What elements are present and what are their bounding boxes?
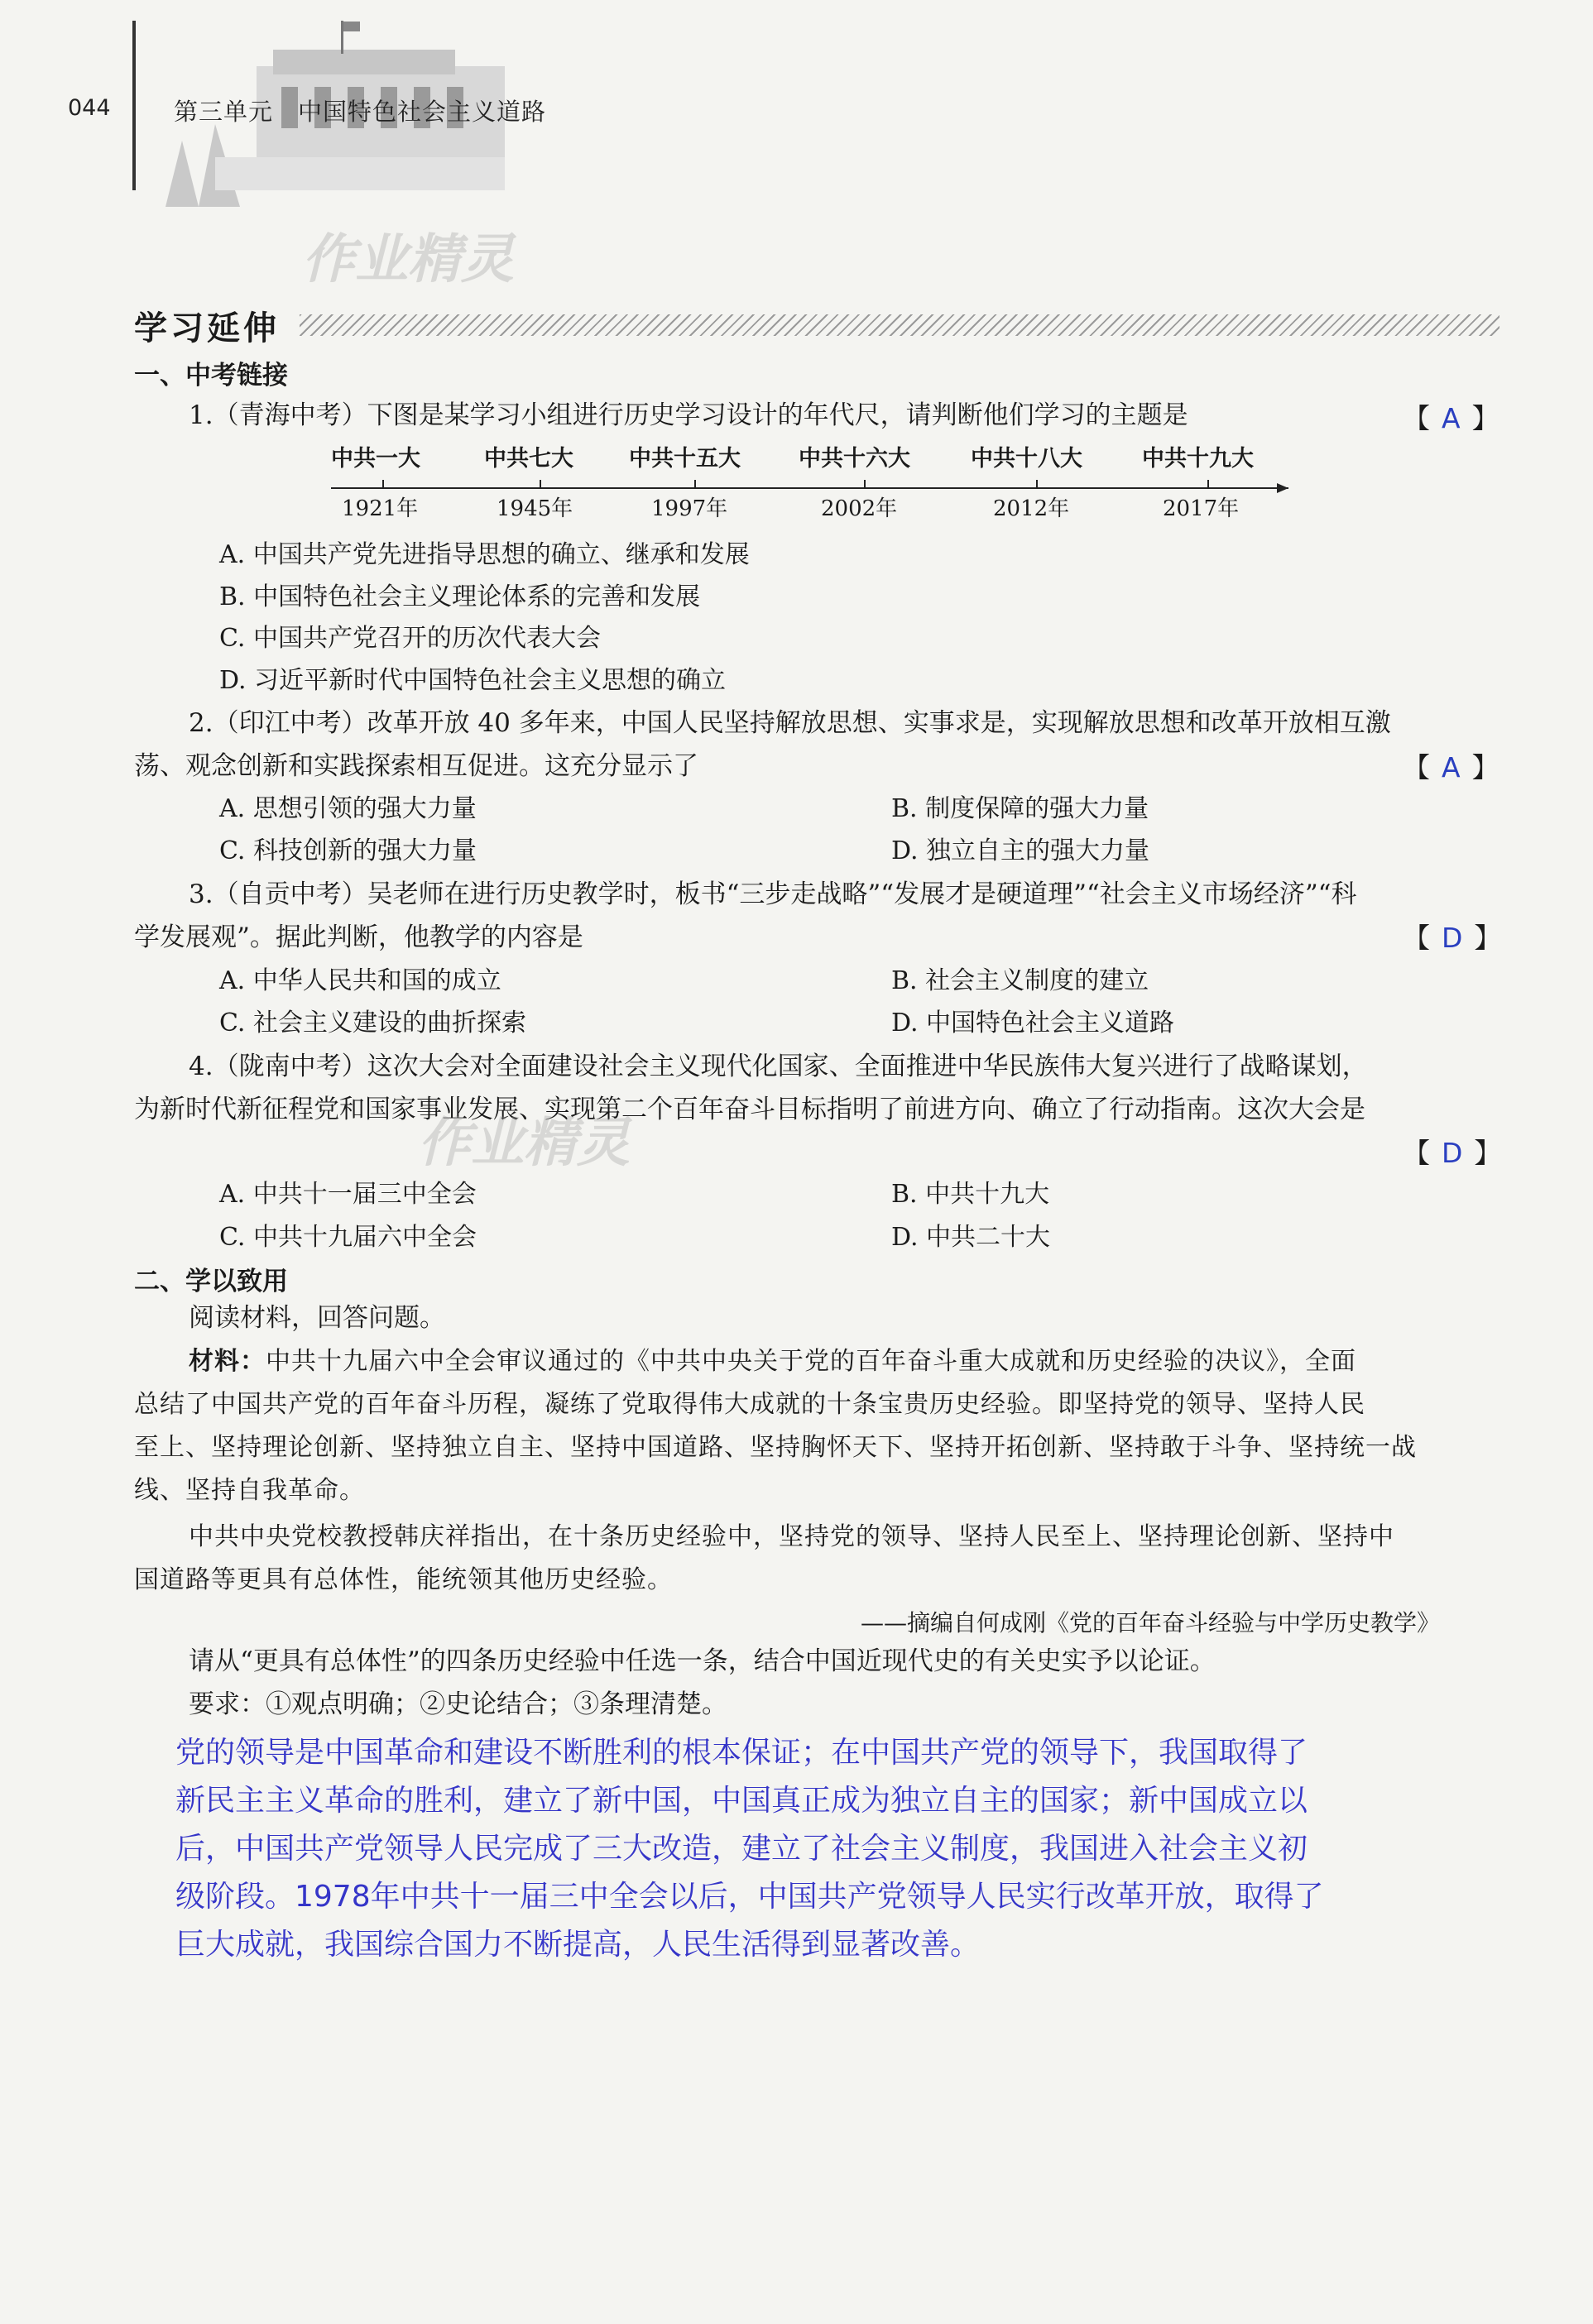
section-title-hatch [300, 314, 1499, 336]
material-line-3: 至上、坚持理论创新、坚持独立自主、坚持中国道路、坚持胸怀天下、坚持开拓创新、坚持敢于斗争、坚持统一战 [134, 1433, 1417, 1462]
part2-task: 请从“更具有总体性”的四条历史经验中任选一条，结合中国近现代史的有关史实予以论证。 [189, 1646, 1216, 1676]
q2-option-d: D. 独立自主的强大力量 [891, 836, 1150, 865]
part2-intro: 阅读材料，回答问题。 [189, 1303, 445, 1333]
q3-answer: 【 D 】 [1403, 922, 1502, 954]
material-line-4: 线、坚持自我革命。 [134, 1476, 365, 1505]
q3-stem-line2: 学发展观”。据此判断，他教学的内容是 [134, 922, 583, 952]
q2-option-c: C. 科技创新的强大力量 [219, 836, 477, 865]
material-line-2: 总结了中国共产党的百年奋斗历程，凝练了党取得伟大成就的十条宝贵历史经验。即坚持党的领导、坚持人民 [134, 1390, 1365, 1419]
timeline-year: 2002年 [821, 496, 898, 521]
q2-option-a: A. 思想引领的强大力量 [219, 794, 477, 823]
timeline-event: 中共十八大 [971, 446, 1082, 472]
material-line-1 [189, 1340, 1356, 1383]
q1-option-a: A. 中国共产党先进指导思想的确立、继承和发展 [219, 540, 750, 569]
q3-option-b: B. 社会主义制度的建立 [891, 966, 1149, 995]
watermark-top: 作业精灵 [302, 229, 514, 290]
timeline-year: 1997年 [651, 496, 728, 521]
handwritten-answer-line-5: 巨大成就，我国综合国力不断提高，人民生活得到显著改善。 [175, 1928, 981, 1962]
q1-option-c: C. 中国共产党召开的历次代表大会 [219, 624, 601, 653]
timeline-year: 1945年 [497, 496, 573, 521]
timeline-event: 中共十五大 [629, 446, 741, 472]
q4-answer: 【 D 】 [1403, 1137, 1502, 1169]
q2-stem-line2: 荡、观念创新和实践探索相互促进。这充分显示了 [134, 751, 698, 781]
q1-answer: 【 A 】 [1403, 402, 1499, 434]
timeline-year: 2017年 [1163, 496, 1240, 521]
material-text: 中共十九届六中全会审议通过的《中共中央关于党的百年奋斗重大成就和历史经验的决议》，全面 [266, 1347, 1356, 1376]
timeline-year: 2012年 [993, 496, 1070, 521]
q3-option-c: C. 社会主义建设的曲折探索 [219, 1009, 526, 1037]
handwritten-answer-line-1: 党的领导是中国革命和建设不断胜利的根本保证；在中国共产党的领导下，我国取得了 [175, 1736, 1308, 1770]
part2-requirement: 要求：①观点明确；②史论结合；③条理清楚。 [189, 1689, 727, 1719]
timeline-event: 中共七大 [484, 446, 573, 472]
q1-option-d: D. 习近平新时代中国特色社会主义思想的确立 [219, 666, 727, 695]
handwritten-answer-line-2: 新民主主义革命的胜利，建立了新中国，中国真正成为独立自主的国家；新中国成立以 [175, 1784, 1308, 1818]
q2-stem-line1: 2.（印江中考）改革开放 40 多年来，中国人民坚持解放思想、实事求是，实现解放思想和改革开放相互激 [189, 708, 1391, 738]
page-number: 044 [68, 95, 111, 121]
q3-option-a: A. 中华人民共和国的成立 [219, 966, 501, 995]
q2-answer: 【 A 】 [1403, 751, 1499, 783]
handwritten-answer-line-4: 级阶段。1978年中共十一届三中全会以后，中国共产党领导人民实行改革开放，取得了 [175, 1880, 1324, 1914]
handwritten-answer-line-3: 后，中国共产党领导人民完成了三大改造，建立了社会主义制度，我国进入社会主义初 [175, 1832, 1308, 1866]
material2-line-1: 中共中央党校教授韩庆祥指出，在十条历史经验中，坚持党的领导、坚持人民至上、坚持理论创新、坚持中 [189, 1522, 1394, 1551]
unit-title: 第三单元 中国特色社会主义道路 [174, 98, 547, 126]
material2-line-2: 国道路等更具有总体性，能统领其他历史经验。 [134, 1565, 673, 1594]
q2-option-b: B. 制度保障的强大力量 [891, 794, 1149, 823]
q4-stem-line2: 为新时代新征程党和国家事业发展、实现第二个百年奋斗目标指明了前进方向、确立了行动指南。这次大会是 [134, 1095, 1365, 1124]
q4-option-a: A. 中共十一届三中全会 [219, 1180, 477, 1209]
q3-option-d: D. 中国特色社会主义道路 [891, 1009, 1175, 1037]
part2-title: 二、学以致用 [134, 1267, 288, 1296]
timeline-event: 中共十九大 [1142, 446, 1254, 472]
timeline-event: 中共一大 [331, 446, 420, 472]
timeline-event: 中共十六大 [799, 446, 910, 472]
header-divider [132, 21, 136, 190]
material-label: 材料： [189, 1347, 266, 1376]
q3-stem-line1: 3.（自贡中考）吴老师在进行历史教学时，板书“三步走战略”“发展才是硬道理”“社会主义市场经济”“科 [189, 879, 1357, 909]
q1-timeline [327, 440, 1303, 523]
q4-option-c: C. 中共十九届六中全会 [219, 1223, 477, 1252]
watermark-middle: 作业精灵 [418, 1113, 630, 1174]
q1-stem: 1.（青海中考）下图是某学习小组进行历史学习设计的年代尺，请判断他们学习的主题是 [189, 400, 1188, 430]
timeline-year: 1921年 [342, 496, 419, 521]
part1-title: 一、中考链接 [134, 361, 288, 391]
q4-stem-line1: 4.（陇南中考）这次大会对全面建设社会主义现代化国家、全面推进中华民族伟大复兴进行了战略谋划， [189, 1052, 1368, 1081]
q4-option-d: D. 中共二十大 [891, 1223, 1051, 1252]
section-title: 学习延伸 [134, 309, 280, 347]
q4-option-b: B. 中共十九大 [891, 1180, 1050, 1209]
material-source: ——摘编自何成刚《党的百年奋斗经验与中学历史教学》 [861, 1609, 1441, 1636]
q1-option-b: B. 中国特色社会主义理论体系的完善和发展 [219, 582, 701, 611]
